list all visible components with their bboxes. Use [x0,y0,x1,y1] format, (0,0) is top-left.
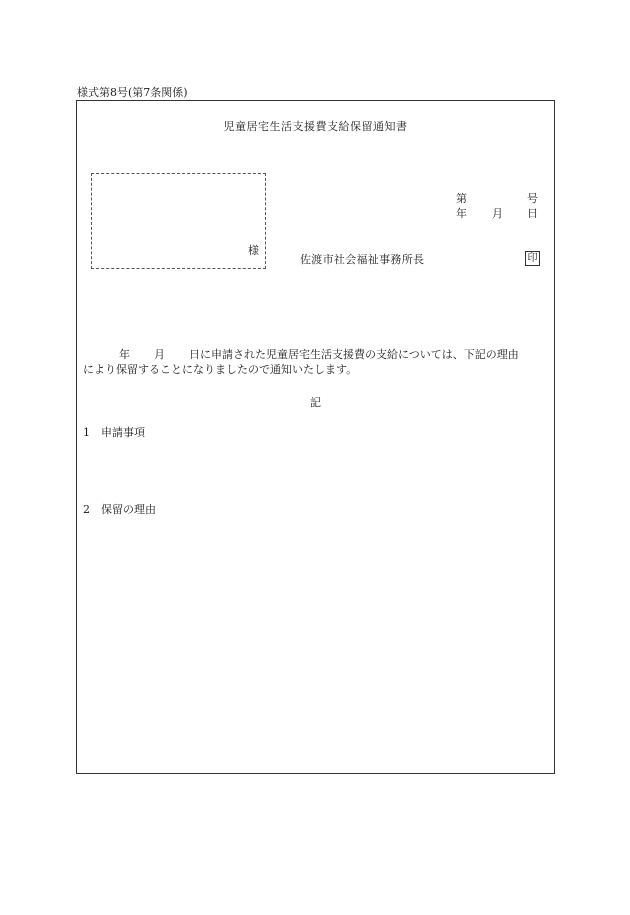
body-line1-tail: 日に申請された児童居宅生活支援費の支給については、下記の理由 [189,348,519,361]
addressee-box[interactable] [91,173,266,269]
body-month-label: 月 [154,348,165,361]
ki-heading: 記 [310,396,321,409]
issue-month-label: 月 [492,207,503,220]
issue-go-label: 号 [527,192,538,205]
seal-mark: 印 [525,251,540,266]
item-label: 保留の理由 [101,503,156,516]
issue-dai-label: 第 [456,192,467,205]
item-label: 申請事項 [101,426,145,439]
addressee-suffix: 様 [248,244,259,257]
document-title: 児童居宅生活支援費支給保留通知書 [223,120,408,133]
form-number-label: 様式第8号(第7条関係) [77,86,188,99]
issue-number-row [456,191,538,206]
issue-day-label: 日 [527,207,538,220]
document-frame [76,100,555,774]
issue-year-label: 年 [456,207,467,220]
item-number: 2 [83,503,90,516]
issuer-name: 佐渡市社会福祉事務所長 [300,253,425,266]
item-number: 1 [83,426,90,439]
issue-number-date [456,191,538,221]
notice-body-line2: により保留することになりましたので通知いたします。 [83,363,358,376]
issue-date-row [456,206,538,221]
notice-body-line1 [83,347,551,362]
item-reason-for-hold [83,501,156,517]
item-application-matters [83,424,145,440]
notice-body [83,347,551,377]
body-year-label: 年 [119,348,130,361]
